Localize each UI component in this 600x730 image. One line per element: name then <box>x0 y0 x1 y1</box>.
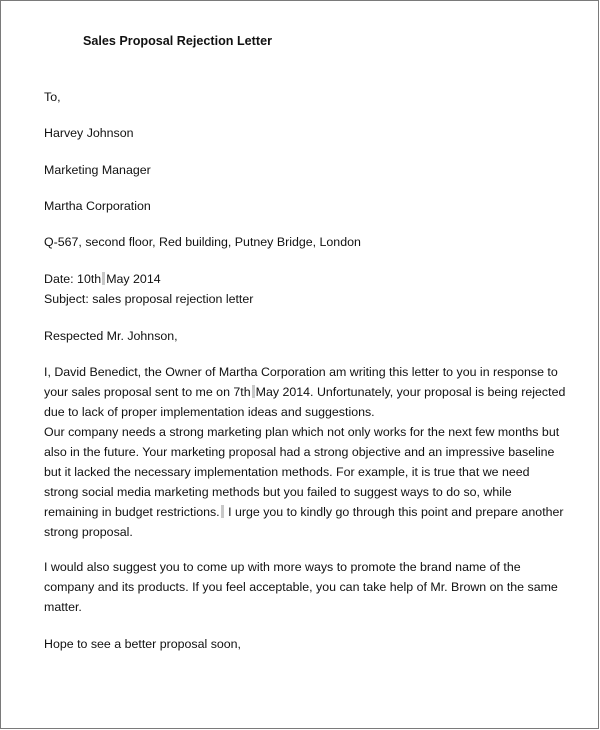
para3-line: matter. <box>44 600 82 614</box>
paragraph-1 <box>44 362 565 422</box>
date-rest: May 2014 <box>106 272 161 286</box>
field-marker <box>252 385 255 398</box>
para1-line: due to lack of proper implementation ideas and suggestions. <box>44 405 375 419</box>
para2-line: also in the future. Your marketing proposal had a strong objective and an impressive baseline <box>44 445 555 459</box>
para2-line: but it lacked the necessary implementation methods. For example, it is true that we need <box>44 465 530 479</box>
greeting: Respected Mr. Johnson, <box>44 329 178 343</box>
para1-text: May 2014. Unfortunately, your proposal is being rejected <box>255 385 566 399</box>
recipient-position: Marketing Manager <box>44 163 151 177</box>
para3-line: company and its products. If you feel acceptable, you can take help of Mr. Brown on the same <box>44 580 558 594</box>
letter-title: Sales Proposal Rejection Letter <box>83 34 272 48</box>
para1-line: I, David Benedict, the Owner of Martha Corporation am writing this letter to you in response to <box>44 365 558 379</box>
para2-line <box>44 502 564 522</box>
para1-line <box>44 382 565 402</box>
field-marker <box>102 272 105 285</box>
closing: Hope to see a better proposal soon, <box>44 637 242 651</box>
para2-line: strong proposal. <box>44 525 133 539</box>
letter-date <box>44 269 161 289</box>
para2-line: Our company needs a strong marketing plan which not only works for the next few months but <box>44 425 560 439</box>
para3-line: I would also suggest you to come up with more ways to promote the brand name of the <box>44 560 521 574</box>
para2-text: I urge you to kindly go through this point and prepare another <box>228 505 564 519</box>
para2-text: remaining in budget restrictions. <box>44 505 220 519</box>
recipient-address: Q-567, second floor, Red building, Putney Bridge, London <box>44 235 361 249</box>
para2-line: strong social media marketing methods but you failed to suggest ways to do so, while <box>44 485 512 499</box>
salutation-to: To, <box>44 90 61 104</box>
paragraph-3 <box>44 557 558 617</box>
recipient-name: Harvey Johnson <box>44 126 134 140</box>
para1-text: your sales proposal sent to me on 7th <box>44 385 251 399</box>
letter-subject: Subject: sales proposal rejection letter <box>44 292 254 306</box>
field-marker <box>221 505 224 518</box>
recipient-company: Martha Corporation <box>44 199 151 213</box>
paragraph-2 <box>44 422 564 542</box>
date-prefix: Date: 10th <box>44 272 102 286</box>
